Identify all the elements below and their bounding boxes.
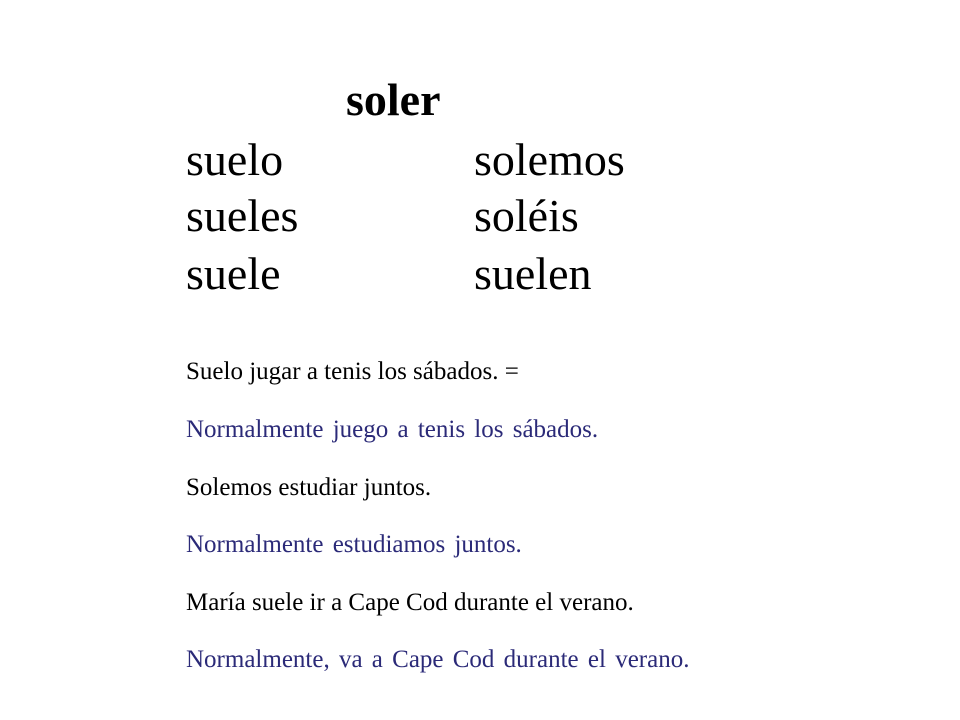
conjugation-nosotros: solemos xyxy=(474,134,625,185)
example-paraphrase-2: Normalmente estudiamos juntos. xyxy=(186,531,522,558)
conjugation-vosotros: soléis xyxy=(474,190,579,241)
example-sentence-2: Solemos estudiar juntos. xyxy=(186,474,432,501)
example-paraphrase-3: Normalmente, va a Cape Cod durante el verano. xyxy=(186,646,690,673)
example-sentence-3: María suele ir a Cape Cod durante el verano. xyxy=(186,589,634,616)
example-sentence-1: Suelo jugar a tenis los sábados. = xyxy=(186,358,519,385)
conjugation-yo: suelo xyxy=(186,134,284,185)
example-paraphrase-1: Normalmente juego a tenis los sábados. xyxy=(186,416,599,443)
conjugation-ellos: suelen xyxy=(474,248,592,299)
slide-title: soler xyxy=(346,74,441,125)
conjugation-el: suele xyxy=(186,248,281,299)
conjugation-tu: sueles xyxy=(186,190,299,241)
